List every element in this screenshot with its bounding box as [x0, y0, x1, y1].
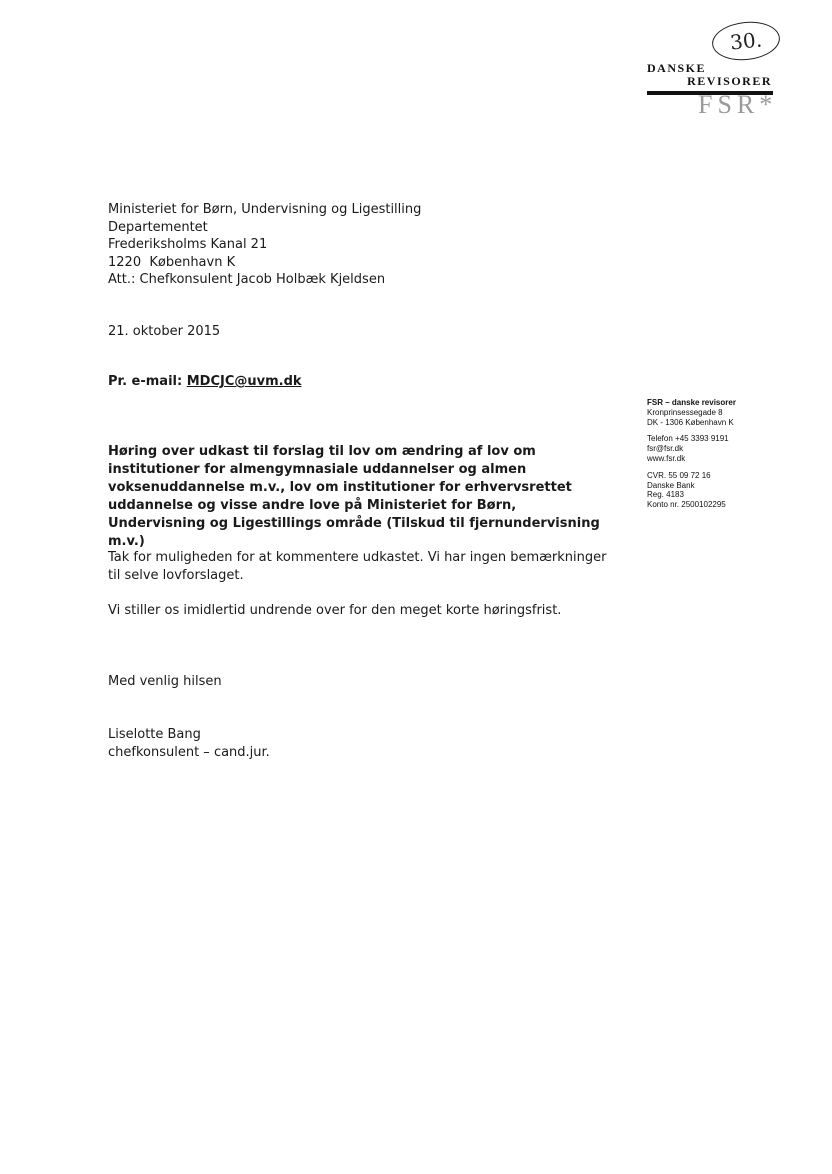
logo-text-revisorer: REVISORER — [687, 74, 772, 88]
handwritten-stamp-number: 30. — [710, 19, 782, 64]
sender-street: Kronprinsessegade 8 — [647, 407, 723, 417]
recipient-line: 1220 København K — [108, 254, 236, 270]
signature-title: chefkonsulent – cand.jur. — [108, 744, 270, 760]
sender-info-column — [647, 398, 787, 517]
recipient-address — [108, 201, 421, 289]
closing-greeting: Med venlig hilsen — [108, 674, 222, 689]
sender-web: www.fsr.dk — [647, 453, 686, 463]
sender-cvr: CVR. 55 09 72 16 — [647, 470, 711, 480]
letter-date: 21. oktober 2015 — [108, 324, 221, 339]
recipient-line: Ministeriet for Børn, Undervisning og Ligestilling — [108, 202, 422, 217]
fsr-logo — [640, 18, 790, 128]
sender-account: Konto nr. 2500102295 — [647, 500, 726, 510]
logo-mark-fsr: FSR* — [698, 90, 778, 119]
subject-heading: Høring over udkast til forslag til lov om ændring af lov om institutioner for almengymnasiale uddannelser og almen voksenuddannelse m.v., lov om institutioner for erhvervsrettet uddannelse og visse andre love på Ministeriet for Børn, Undervisning og Ligestillings område (Tilskud til fjernundervisning m.v.) — [108, 444, 600, 549]
signature-name: Liselotte Bang — [108, 727, 201, 742]
sender-bank: Danske Bank — [647, 480, 695, 490]
sender-name: FSR – danske revisorer — [647, 398, 736, 407]
body-paragraph: Tak for muligheden for at kommentere udkastet. Vi har ingen bemærkninger til selve lovforslaget. — [108, 550, 607, 583]
recipient-attention: Att.: Chefkonsulent Jacob Holbæk Kjeldsen — [108, 272, 386, 287]
email-label: Pr. e-mail: — [108, 374, 187, 389]
recipient-line: Departementet — [108, 219, 208, 235]
sender-city: DK - 1306 København K — [647, 417, 734, 427]
recipient-line: Frederiksholms Kanal 21 — [108, 237, 268, 252]
sender-reg: Reg. 4183 — [647, 490, 684, 500]
email-line — [108, 373, 302, 391]
body-paragraph: Vi stiller os imidlertid undrende over for den meget korte høringsfrist. — [108, 603, 562, 618]
email-link[interactable]: MDCJC@uvm.dk — [186, 374, 302, 389]
signature-block — [108, 726, 270, 761]
logo-text-danske: DANSKE — [647, 61, 707, 75]
sender-phone: Telefon +45 3393 9191 — [647, 434, 729, 444]
sender-email: fsr@fsr.dk — [647, 444, 684, 454]
